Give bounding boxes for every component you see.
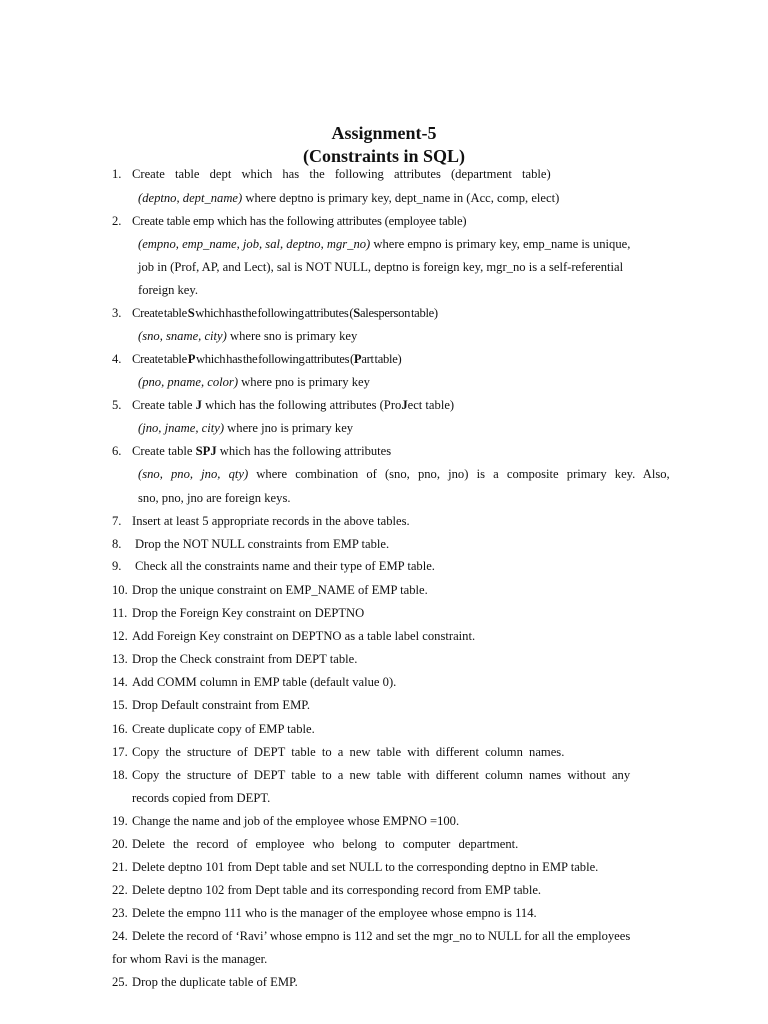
list-item-text: Add Foreign Key constraint on DEPTNO as a table label constraint.	[132, 629, 476, 643]
text-segment: which has the following attributes (	[195, 352, 354, 366]
list-item-text: Create table dept which has the following attributes (department table)	[132, 167, 551, 181]
list-item-text: Drop the NOT NULL constraints from EMP table.	[135, 537, 390, 551]
assignment-subtitle: (Constraints in SQL)	[302, 146, 466, 166]
attribute-list: (jno, jname, city)	[138, 421, 225, 435]
text-segment: art table)	[361, 352, 402, 366]
list-item-text: Drop the duplicate table of EMP.	[132, 975, 298, 989]
list-item-text: Delete deptno 101 from Dept table and set NULL to the corresponding deptno in EMP table.	[132, 860, 599, 874]
list-item-number: 15.	[112, 698, 128, 712]
table-name-bold: S	[187, 306, 195, 320]
continuation-text: foreign key.	[138, 283, 199, 297]
list-item-text: Delete the record of employee who belong to computer department.	[132, 837, 519, 851]
list-item-number: 12.	[112, 629, 128, 643]
continuation-text: sno, pno, jno are foreign keys.	[138, 491, 291, 505]
list-item-continuation	[138, 420, 353, 436]
list-item-number: 4.	[112, 352, 122, 366]
list-item-number: 7.	[112, 514, 122, 528]
list-item-text: Delete deptno 102 from Dept table and its corresponding record from EMP table.	[132, 883, 542, 897]
list-item-text: Copy the structure of DEPT table to a new table with different column names without any	[132, 768, 631, 782]
list-item-number: 16.	[112, 722, 128, 736]
list-item-number: 24.	[112, 929, 128, 943]
attribute-list: (empno, emp_name, job, sal, deptno, mgr_no)	[138, 237, 371, 251]
list-item-text: Copy the structure of DEPT table to a new table with different column names.	[132, 745, 565, 759]
text-segment: which has the following attributes (	[194, 306, 354, 320]
attribute-list: (sno, sname, city)	[138, 329, 227, 343]
table-name-bold: J	[195, 398, 202, 412]
text-segment: alesperson table)	[359, 306, 438, 320]
text-segment: which has the following attributes	[216, 444, 392, 458]
list-item-continuation	[138, 236, 630, 252]
list-item-text: Drop the Foreign Key constraint on DEPTNO	[132, 606, 365, 620]
table-initial-bold: S	[353, 306, 360, 320]
list-item-number: 11.	[112, 606, 128, 620]
list-item-text	[132, 443, 391, 459]
list-item-text: Check all the constraints name and their type of EMP table.	[135, 559, 435, 573]
text-segment: Create table	[132, 444, 196, 458]
attribute-list: (sno, pno, jno, qty)	[138, 467, 249, 481]
list-item-number: 1.	[112, 167, 122, 181]
list-item-number: 10.	[112, 583, 128, 597]
list-item-number: 14.	[112, 675, 128, 689]
text-segment: Create table	[132, 306, 188, 320]
continuation-text: where deptno is primary key, dept_name in (Acc, comp, elect)	[242, 191, 560, 205]
continuation-text: for whom Ravi is the manager.	[112, 952, 268, 966]
list-item-text: Drop the unique constraint on EMP_NAME of EMP table.	[132, 583, 428, 597]
text-segment: which has the following attributes (Pro	[201, 398, 402, 412]
list-item-continuation	[138, 328, 357, 344]
table-name-bold: P	[187, 352, 196, 366]
continuation-text: job in (Prof, AP, and Lect), sal is NOT NULL, deptno is foreign key, mgr_no is a self-referential	[138, 260, 624, 274]
list-item-text	[132, 351, 401, 367]
list-item-text: Drop Default constraint from EMP.	[132, 698, 311, 712]
list-item-number: 21.	[112, 860, 128, 874]
text-segment: ect table)	[407, 398, 455, 412]
list-item-text: Change the name and job of the employee whose EMPNO =100.	[132, 814, 460, 828]
list-item-text: Add COMM column in EMP table (default value 0).	[132, 675, 397, 689]
continuation-text: records copied from DEPT.	[132, 791, 271, 805]
list-item-number: 9.	[112, 559, 122, 573]
list-item-text: Create duplicate copy of EMP table.	[132, 722, 315, 736]
list-item-number: 8.	[112, 537, 122, 551]
list-item-text	[132, 397, 454, 413]
list-item-continuation	[138, 374, 370, 390]
table-initial-bold: P	[353, 352, 362, 366]
list-item-number: 2.	[112, 214, 122, 228]
continuation-text: where combination of (sno, pno, jno) is a composite primary key. Also,	[248, 467, 670, 481]
list-item-continuation	[138, 466, 670, 482]
attribute-list: (deptno, dept_name)	[138, 191, 243, 205]
continuation-text: where pno is primary key	[238, 375, 370, 389]
list-item-number: 18.	[112, 768, 128, 782]
list-item-number: 25.	[112, 975, 128, 989]
list-item-number: 13.	[112, 652, 128, 666]
list-item-text: Drop the Check constraint from DEPT table.	[132, 652, 358, 666]
list-item-text	[132, 305, 438, 321]
continuation-text: where sno is primary key	[226, 329, 358, 343]
list-item-number: 5.	[112, 398, 122, 412]
text-segment: Create table	[132, 352, 188, 366]
continuation-text: where jno is primary key	[224, 421, 354, 435]
list-item-number: 23.	[112, 906, 128, 920]
list-item-number: 22.	[112, 883, 128, 897]
list-item-continuation	[138, 190, 559, 206]
list-item-number: 19.	[112, 814, 128, 828]
list-item-number: 6.	[112, 444, 122, 458]
list-item-number: 3.	[112, 306, 122, 320]
table-initial-bold: J	[401, 398, 408, 412]
list-item-text: Create table emp which has the following attributes (employee table)	[132, 214, 467, 228]
text-segment: Create table	[132, 398, 196, 412]
list-item-text: Insert at least 5 appropriate records in the above tables.	[132, 514, 410, 528]
list-item-number: 20.	[112, 837, 128, 851]
list-item-number: 17.	[112, 745, 128, 759]
list-item-text: Delete the record of ‘Ravi’ whose empno is 112 and set the mgr_no to NULL for all the employees	[132, 929, 631, 943]
attribute-list: (pno, pname, color)	[138, 375, 239, 389]
continuation-text: where empno is primary key, emp_name is unique,	[370, 237, 631, 251]
table-name-bold: SPJ	[195, 444, 217, 458]
list-item-text: Delete the empno 111 who is the manager of the employee whose empno is 114.	[132, 906, 537, 920]
assignment-title: Assignment-5	[331, 123, 437, 143]
